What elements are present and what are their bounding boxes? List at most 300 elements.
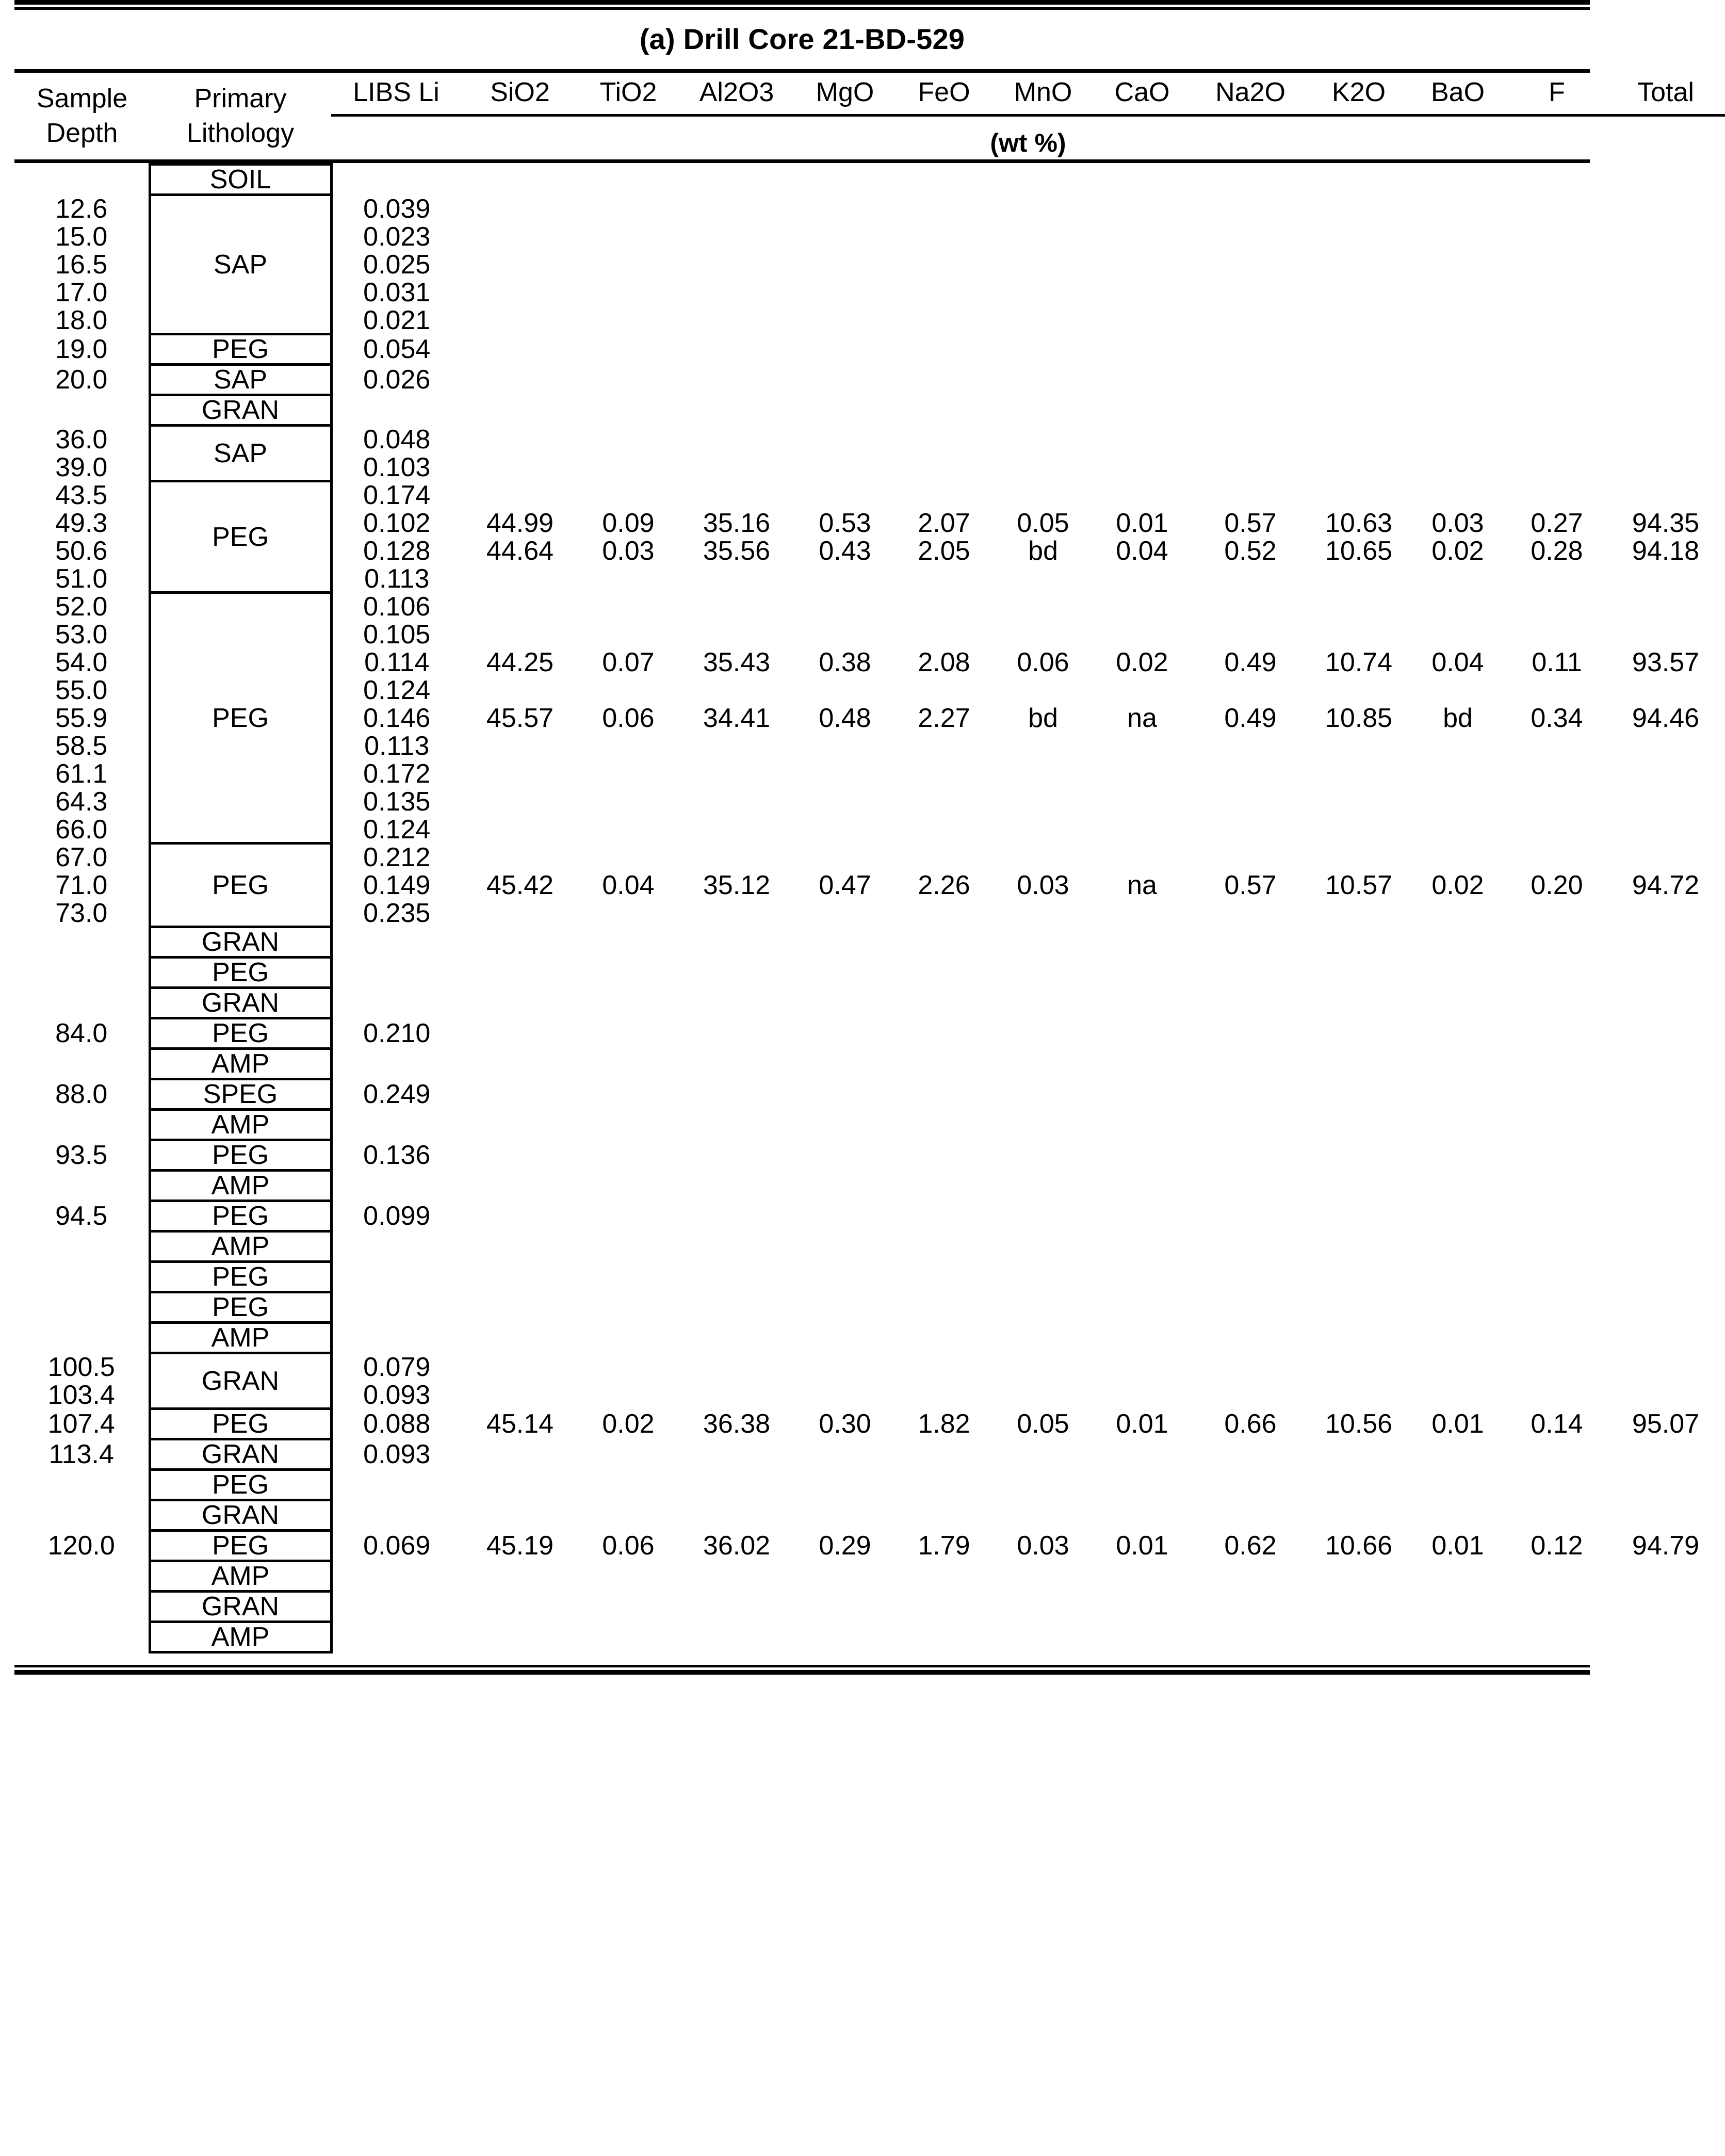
cell-libs-li bbox=[331, 1323, 461, 1353]
cell-primary-lithology: PEG bbox=[150, 593, 331, 844]
cell-primary-lithology: PEG bbox=[150, 844, 331, 927]
cell-bao bbox=[1408, 1622, 1507, 1652]
cell-mgo bbox=[795, 788, 894, 816]
cell-na2o bbox=[1192, 1201, 1309, 1231]
cell-mgo bbox=[795, 958, 894, 988]
cell-bao bbox=[1408, 165, 1507, 195]
cell-libs-li: 0.235 bbox=[363, 898, 431, 928]
cell-bao: 0.03 bbox=[1431, 508, 1484, 538]
cell-bao bbox=[1408, 760, 1507, 788]
cell-al2o3 bbox=[678, 927, 795, 958]
table-row bbox=[14, 1171, 1725, 1201]
table-row bbox=[14, 481, 1725, 509]
cell-mgo bbox=[795, 899, 894, 927]
cell-na2o: 0.57 bbox=[1224, 870, 1277, 900]
table-row bbox=[14, 1262, 1725, 1292]
cell-al2o3 bbox=[678, 1439, 795, 1470]
cell-mgo bbox=[795, 927, 894, 958]
cell-mgo bbox=[795, 1561, 894, 1592]
cell-cao bbox=[1093, 334, 1192, 365]
cell-feo bbox=[894, 565, 994, 593]
cell-al2o3 bbox=[678, 844, 795, 871]
cell-al2o3 bbox=[678, 1381, 795, 1409]
cell-feo: 2.27 bbox=[918, 703, 970, 733]
cell-tio2 bbox=[579, 395, 678, 426]
cell-mgo bbox=[795, 251, 894, 279]
cell-f bbox=[1507, 195, 1606, 223]
cell-mgo bbox=[795, 1049, 894, 1079]
table-row bbox=[14, 593, 1725, 621]
cell-al2o3 bbox=[678, 453, 795, 481]
cell-tio2 bbox=[579, 927, 678, 958]
cell-mno bbox=[994, 1470, 1093, 1500]
cell-k2o bbox=[1309, 453, 1408, 481]
cell-f bbox=[1507, 565, 1606, 593]
cell-al2o3 bbox=[678, 1262, 795, 1292]
cell-sample-depth bbox=[14, 1049, 150, 1079]
cell-total bbox=[1606, 1140, 1725, 1171]
cell-feo bbox=[894, 1561, 994, 1592]
cell-k2o bbox=[1309, 1323, 1408, 1353]
cell-f bbox=[1507, 676, 1606, 704]
cell-mno bbox=[994, 593, 1093, 621]
cell-mgo: 0.29 bbox=[819, 1531, 871, 1561]
cell-total bbox=[1606, 760, 1725, 788]
cell-mno bbox=[994, 1018, 1093, 1049]
cell-bao bbox=[1408, 676, 1507, 704]
cell-bao bbox=[1408, 816, 1507, 844]
cell-mno bbox=[994, 1561, 1093, 1592]
cell-al2o3 bbox=[678, 676, 795, 704]
cell-na2o: 0.62 bbox=[1224, 1531, 1277, 1561]
cell-mgo bbox=[795, 365, 894, 395]
col-header-sample-depth bbox=[14, 73, 150, 159]
cell-f bbox=[1507, 899, 1606, 927]
cell-total: 94.72 bbox=[1632, 870, 1700, 900]
cell-na2o bbox=[1192, 395, 1309, 426]
cell-k2o bbox=[1309, 1049, 1408, 1079]
cell-cao: 0.04 bbox=[1116, 536, 1168, 566]
cell-sio2 bbox=[461, 1079, 579, 1110]
cell-primary-lithology: PEG bbox=[150, 334, 331, 365]
cell-sample-depth bbox=[14, 1561, 150, 1592]
cell-al2o3 bbox=[678, 1201, 795, 1231]
cell-cao bbox=[1093, 1592, 1192, 1622]
cell-k2o bbox=[1309, 1592, 1408, 1622]
cell-primary-lithology: PEG bbox=[150, 1409, 331, 1439]
cell-mno bbox=[994, 1592, 1093, 1622]
cell-sample-depth: 61.1 bbox=[55, 758, 108, 789]
col-header-k2o: K2O bbox=[1331, 77, 1386, 107]
cell-cao bbox=[1093, 1323, 1192, 1353]
cell-na2o bbox=[1192, 1292, 1309, 1323]
cell-tio2 bbox=[579, 1201, 678, 1231]
cell-total bbox=[1606, 334, 1725, 365]
cell-tio2 bbox=[579, 453, 678, 481]
cell-na2o bbox=[1192, 988, 1309, 1018]
cell-cao: na bbox=[1127, 870, 1157, 900]
cell-mno bbox=[994, 760, 1093, 788]
cell-sample-depth bbox=[14, 1470, 150, 1500]
cell-k2o bbox=[1309, 426, 1408, 453]
cell-sample-depth bbox=[14, 1231, 150, 1262]
cell-mgo: 0.43 bbox=[819, 536, 871, 566]
cell-sio2 bbox=[461, 958, 579, 988]
table-row bbox=[14, 1592, 1725, 1622]
col-header-cao: CaO bbox=[1114, 77, 1170, 107]
cell-sio2 bbox=[461, 279, 579, 306]
cell-mgo bbox=[795, 1470, 894, 1500]
cell-cao bbox=[1093, 676, 1192, 704]
cell-libs-li bbox=[331, 988, 461, 1018]
cell-cao bbox=[1093, 1561, 1192, 1592]
cell-mno bbox=[994, 565, 1093, 593]
cell-sample-depth: 94.5 bbox=[55, 1201, 108, 1231]
cell-sio2 bbox=[461, 676, 579, 704]
cell-cao bbox=[1093, 621, 1192, 649]
bottom-rule-outer bbox=[14, 1670, 1590, 1675]
cell-k2o bbox=[1309, 1110, 1408, 1140]
cell-primary-lithology: PEG bbox=[150, 1292, 331, 1323]
cell-na2o bbox=[1192, 816, 1309, 844]
cell-sample-depth: 67.0 bbox=[55, 842, 108, 872]
cell-sio2 bbox=[461, 844, 579, 871]
cell-libs-li bbox=[331, 1292, 461, 1323]
cell-k2o bbox=[1309, 1470, 1408, 1500]
cell-libs-li bbox=[331, 1561, 461, 1592]
cell-libs-li: 0.079 bbox=[363, 1352, 431, 1382]
cell-mno: 0.06 bbox=[1017, 647, 1069, 677]
cell-libs-li: 0.113 bbox=[364, 731, 430, 761]
cell-k2o bbox=[1309, 481, 1408, 509]
cell-mgo bbox=[795, 453, 894, 481]
cell-cao bbox=[1093, 988, 1192, 1018]
cell-f: 0.11 bbox=[1532, 647, 1582, 677]
cell-feo: 2.07 bbox=[918, 508, 970, 538]
cell-tio2 bbox=[579, 1292, 678, 1323]
cell-f bbox=[1507, 1171, 1606, 1201]
cell-k2o bbox=[1309, 1500, 1408, 1531]
cell-sio2 bbox=[461, 395, 579, 426]
cell-sio2 bbox=[461, 732, 579, 760]
cell-sample-depth: 88.0 bbox=[55, 1079, 108, 1109]
cell-primary-lithology: GRAN bbox=[150, 1439, 331, 1470]
cell-cao bbox=[1093, 1201, 1192, 1231]
cell-tio2 bbox=[579, 1171, 678, 1201]
col-header-tio2: TiO2 bbox=[599, 77, 657, 107]
cell-sample-depth bbox=[14, 1171, 150, 1201]
cell-f bbox=[1507, 1231, 1606, 1262]
cell-k2o bbox=[1309, 1201, 1408, 1231]
cell-feo bbox=[894, 788, 994, 816]
cell-bao bbox=[1408, 334, 1507, 365]
table-row bbox=[14, 1140, 1725, 1171]
cell-bao bbox=[1408, 223, 1507, 251]
cell-na2o: 0.57 bbox=[1224, 508, 1277, 538]
cell-tio2 bbox=[579, 1323, 678, 1353]
cell-total bbox=[1606, 195, 1725, 223]
cell-mgo bbox=[795, 844, 894, 871]
cell-na2o bbox=[1192, 223, 1309, 251]
cell-primary-lithology: SPEG bbox=[150, 1079, 331, 1110]
cell-bao bbox=[1408, 251, 1507, 279]
cell-feo bbox=[894, 481, 994, 509]
cell-sample-depth: 39.0 bbox=[55, 452, 108, 482]
cell-sio2 bbox=[461, 1592, 579, 1622]
cell-k2o bbox=[1309, 165, 1408, 195]
cell-total bbox=[1606, 395, 1725, 426]
cell-sio2 bbox=[461, 251, 579, 279]
cell-total bbox=[1606, 453, 1725, 481]
cell-tio2: 0.06 bbox=[602, 703, 655, 733]
cell-primary-lithology: SAP bbox=[150, 426, 331, 481]
cell-k2o bbox=[1309, 899, 1408, 927]
cell-sio2 bbox=[461, 481, 579, 509]
cell-sample-depth: 15.0 bbox=[55, 221, 108, 252]
cell-total bbox=[1606, 1381, 1725, 1409]
units-label: (wt %) bbox=[990, 128, 1066, 157]
cell-libs-li: 0.103 bbox=[363, 452, 431, 482]
cell-mno bbox=[994, 1500, 1093, 1531]
cell-f bbox=[1507, 732, 1606, 760]
cell-primary-lithology: AMP bbox=[150, 1622, 331, 1652]
cell-bao bbox=[1408, 1323, 1507, 1353]
cell-bao bbox=[1408, 1592, 1507, 1622]
cell-total bbox=[1606, 481, 1725, 509]
cell-na2o bbox=[1192, 1353, 1309, 1381]
col-header-f: F bbox=[1549, 77, 1565, 107]
cell-f bbox=[1507, 1353, 1606, 1381]
cell-sio2 bbox=[461, 1622, 579, 1652]
cell-al2o3 bbox=[678, 1018, 795, 1049]
cell-f bbox=[1507, 621, 1606, 649]
cell-total bbox=[1606, 1171, 1725, 1201]
cell-libs-li: 0.102 bbox=[363, 508, 431, 538]
cell-tio2 bbox=[579, 1561, 678, 1592]
cell-k2o: 10.66 bbox=[1325, 1531, 1393, 1561]
cell-total: 93.57 bbox=[1632, 647, 1700, 677]
cell-f: 0.28 bbox=[1531, 536, 1583, 566]
cell-mgo: 0.48 bbox=[819, 703, 871, 733]
cell-na2o bbox=[1192, 1018, 1309, 1049]
cell-sample-depth bbox=[14, 1592, 150, 1622]
cell-f bbox=[1507, 1592, 1606, 1622]
cell-mno bbox=[994, 1353, 1093, 1381]
table-row bbox=[14, 334, 1725, 365]
cell-mno: bd bbox=[1028, 536, 1058, 566]
cell-k2o bbox=[1309, 816, 1408, 844]
cell-bao bbox=[1408, 1231, 1507, 1262]
cell-tio2 bbox=[579, 365, 678, 395]
cell-sio2 bbox=[461, 195, 579, 223]
cell-libs-li: 0.146 bbox=[363, 703, 431, 733]
cell-k2o bbox=[1309, 1231, 1408, 1262]
cell-mno bbox=[994, 927, 1093, 958]
cell-tio2 bbox=[579, 1018, 678, 1049]
cell-sio2 bbox=[461, 165, 579, 195]
cell-mno bbox=[994, 899, 1093, 927]
cell-sample-depth: 58.5 bbox=[55, 731, 108, 761]
cell-mgo bbox=[795, 988, 894, 1018]
cell-libs-li bbox=[331, 927, 461, 958]
cell-f bbox=[1507, 1049, 1606, 1079]
cell-tio2 bbox=[579, 306, 678, 334]
cell-libs-li: 0.124 bbox=[363, 814, 431, 845]
cell-primary-lithology: AMP bbox=[150, 1231, 331, 1262]
cell-sample-depth: 64.3 bbox=[55, 786, 108, 817]
cell-k2o bbox=[1309, 732, 1408, 760]
table-row bbox=[14, 844, 1725, 871]
cell-mgo bbox=[795, 395, 894, 426]
cell-k2o bbox=[1309, 251, 1408, 279]
cell-bao bbox=[1408, 1171, 1507, 1201]
table-row bbox=[14, 958, 1725, 988]
cell-libs-li: 0.088 bbox=[363, 1409, 431, 1439]
cell-feo bbox=[894, 165, 994, 195]
cell-bao bbox=[1408, 1353, 1507, 1381]
cell-cao bbox=[1093, 279, 1192, 306]
cell-cao bbox=[1093, 732, 1192, 760]
cell-k2o bbox=[1309, 1439, 1408, 1470]
cell-mno bbox=[994, 844, 1093, 871]
cell-mgo: 0.38 bbox=[819, 647, 871, 677]
cell-feo bbox=[894, 1018, 994, 1049]
cell-al2o3 bbox=[678, 788, 795, 816]
cell-sio2 bbox=[461, 1439, 579, 1470]
cell-cao bbox=[1093, 306, 1192, 334]
cell-sample-depth: 107.4 bbox=[47, 1409, 115, 1439]
cell-na2o bbox=[1192, 760, 1309, 788]
cell-total: 95.07 bbox=[1632, 1409, 1700, 1439]
cell-total: 94.18 bbox=[1632, 536, 1700, 566]
cell-feo bbox=[894, 1140, 994, 1171]
cell-k2o bbox=[1309, 1018, 1408, 1049]
cell-tio2 bbox=[579, 279, 678, 306]
cell-feo bbox=[894, 958, 994, 988]
cell-mgo bbox=[795, 1262, 894, 1292]
cell-sample-depth: 19.0 bbox=[55, 334, 108, 364]
cell-f bbox=[1507, 1470, 1606, 1500]
cell-mgo bbox=[795, 1231, 894, 1262]
cell-libs-li: 0.174 bbox=[363, 480, 431, 510]
cell-primary-lithology: PEG bbox=[150, 958, 331, 988]
cell-tio2 bbox=[579, 844, 678, 871]
cell-libs-li: 0.249 bbox=[363, 1079, 431, 1109]
cell-total bbox=[1606, 1262, 1725, 1292]
cell-mgo bbox=[795, 1500, 894, 1531]
cell-primary-lithology: AMP bbox=[150, 1561, 331, 1592]
cell-al2o3 bbox=[678, 195, 795, 223]
cell-sample-depth bbox=[14, 1110, 150, 1140]
cell-sample-depth bbox=[14, 1323, 150, 1353]
cell-bao bbox=[1408, 1110, 1507, 1140]
cell-mno bbox=[994, 1622, 1093, 1652]
cell-na2o bbox=[1192, 1381, 1309, 1409]
cell-primary-lithology: PEG bbox=[150, 1262, 331, 1292]
cell-mgo bbox=[795, 306, 894, 334]
cell-na2o bbox=[1192, 1049, 1309, 1079]
cell-cao bbox=[1093, 1292, 1192, 1323]
cell-total bbox=[1606, 732, 1725, 760]
cell-feo bbox=[894, 927, 994, 958]
cell-feo bbox=[894, 732, 994, 760]
cell-libs-li: 0.114 bbox=[364, 647, 430, 677]
cell-f bbox=[1507, 395, 1606, 426]
cell-sio2 bbox=[461, 365, 579, 395]
cell-tio2 bbox=[579, 593, 678, 621]
cell-sio2: 45.14 bbox=[486, 1409, 554, 1439]
cell-f bbox=[1507, 1323, 1606, 1353]
header-bottom-rule bbox=[14, 159, 1590, 163]
cell-total bbox=[1606, 1201, 1725, 1231]
cell-na2o: 0.52 bbox=[1224, 536, 1277, 566]
cell-na2o bbox=[1192, 334, 1309, 365]
cell-total: 94.46 bbox=[1632, 703, 1700, 733]
cell-mgo bbox=[795, 676, 894, 704]
cell-na2o bbox=[1192, 621, 1309, 649]
cell-sio2 bbox=[461, 306, 579, 334]
cell-f bbox=[1507, 165, 1606, 195]
cell-k2o bbox=[1309, 1140, 1408, 1171]
cell-na2o bbox=[1192, 481, 1309, 509]
cell-f bbox=[1507, 1079, 1606, 1110]
cell-cao bbox=[1093, 1079, 1192, 1110]
cell-cao bbox=[1093, 788, 1192, 816]
cell-bao bbox=[1408, 844, 1507, 871]
cell-feo bbox=[894, 1079, 994, 1110]
cell-al2o3 bbox=[678, 306, 795, 334]
cell-total bbox=[1606, 1231, 1725, 1262]
cell-feo: 2.05 bbox=[918, 536, 970, 566]
cell-f bbox=[1507, 958, 1606, 988]
cell-bao bbox=[1408, 927, 1507, 958]
cell-na2o bbox=[1192, 899, 1309, 927]
cell-sio2 bbox=[461, 593, 579, 621]
cell-primary-lithology: GRAN bbox=[150, 1592, 331, 1622]
table-row bbox=[14, 1353, 1725, 1381]
cell-mgo bbox=[795, 1201, 894, 1231]
cell-primary-lithology: AMP bbox=[150, 1049, 331, 1079]
cell-k2o bbox=[1309, 334, 1408, 365]
cell-bao bbox=[1408, 279, 1507, 306]
table-row bbox=[14, 927, 1725, 958]
cell-f bbox=[1507, 453, 1606, 481]
cell-sio2 bbox=[461, 760, 579, 788]
cell-total bbox=[1606, 1323, 1725, 1353]
cell-bao bbox=[1408, 1140, 1507, 1171]
cell-feo bbox=[894, 1381, 994, 1409]
col-header-mgo: MgO bbox=[816, 77, 874, 107]
cell-cao bbox=[1093, 1110, 1192, 1140]
cell-al2o3 bbox=[678, 593, 795, 621]
cell-na2o bbox=[1192, 279, 1309, 306]
cell-cao bbox=[1093, 1500, 1192, 1531]
cell-mgo bbox=[795, 1622, 894, 1652]
table-row bbox=[14, 1110, 1725, 1140]
cell-sample-depth: 51.0 bbox=[55, 563, 108, 594]
cell-al2o3 bbox=[678, 365, 795, 395]
cell-cao bbox=[1093, 844, 1192, 871]
cell-mgo bbox=[795, 1292, 894, 1323]
cell-total bbox=[1606, 251, 1725, 279]
cell-bao bbox=[1408, 899, 1507, 927]
cell-total bbox=[1606, 1079, 1725, 1110]
cell-libs-li: 0.099 bbox=[363, 1201, 431, 1231]
col-header-primary-lithology bbox=[150, 73, 331, 159]
col-header-libs-li: LIBS Li bbox=[353, 77, 440, 107]
cell-mgo bbox=[795, 1079, 894, 1110]
cell-al2o3 bbox=[678, 251, 795, 279]
